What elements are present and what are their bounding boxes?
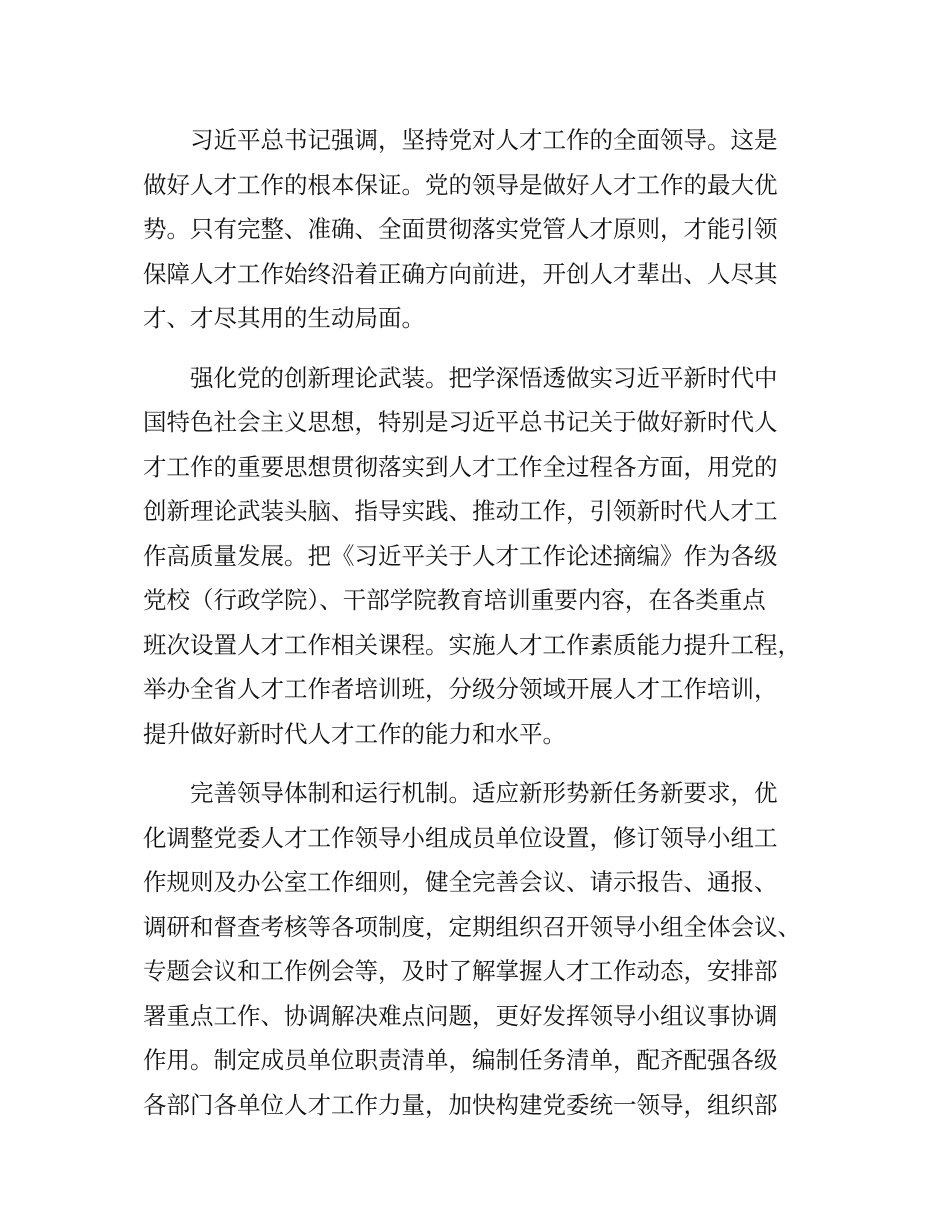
text-line: 班次设置人才工作相关课程。实施人才工作素质能力提升工程， <box>143 630 801 659</box>
text-line: 举办全省人才工作者培训班，分级分领域开展人才工作培训， <box>143 675 778 703</box>
paragraph-1 <box>143 118 843 341</box>
paragraph-2 <box>143 356 843 757</box>
document-body <box>143 118 843 1142</box>
text-line: 作用。制定成员单位职责清单，编制任务清单，配齐配强各级 <box>143 1046 778 1074</box>
text-line: 保障人才工作始终沿着正确方向前进，开创人才辈出、人尽其 <box>143 259 778 288</box>
text-line: 作规则及办公室工作细则，健全完善会议、请示报告、通报、 <box>143 868 778 896</box>
text-line: 各部门各单位人才工作力量，加快构建党委统一领导，组织部 <box>143 1090 778 1119</box>
text-line: 调研和督查考核等各项制度，定期组织召开领导小组全体会议、 <box>143 912 801 941</box>
text-line: 作高质量发展。把《习近平关于人才工作论述摘编》作为各级 <box>143 541 778 570</box>
text-line: 习近平总书记强调，坚持党对人才工作的全面领导。这是 <box>190 126 778 154</box>
text-line: 国特色社会主义思想，特别是习近平总书记关于做好新时代人 <box>143 408 778 436</box>
text-line: 署重点工作、协调解决难点问题，更好发挥领导小组议事协调 <box>143 1001 778 1030</box>
text-line: 专题会议和工作例会等，及时了解掌握人才工作动态，安排部 <box>143 957 778 985</box>
text-line: 做好人才工作的根本保证。党的领导是做好人才工作的最大优 <box>143 170 778 199</box>
text-line: 完善领导体制和运行机制。适应新形势新任务新要求，优 <box>190 779 778 807</box>
text-line: 化调整党委人才工作领导小组成员单位设置，修订领导小组工 <box>143 823 778 852</box>
text-line: 强化党的创新理论武装。把学深悟透做实习近平新时代中 <box>190 363 778 392</box>
paragraph-3 <box>143 771 843 1127</box>
text-line: 才工作的重要思想贯彻落实到人才工作全过程各方面，用党的 <box>143 452 778 481</box>
text-line: 党校（行政学院）、干部学院教育培训重要内容，在各类重点 <box>143 586 766 614</box>
text-line: 创新理论武装头脑、指导实践、推动工作，引领新时代人才工 <box>143 497 778 525</box>
text-line: 才、才尽其用的生动局面。 <box>143 304 425 332</box>
text-line: 提升做好新时代人才工作的能力和水平。 <box>143 719 566 748</box>
text-line: 势。只有完整、准确、全面贯彻落实党管人才原则，才能引领 <box>143 215 778 243</box>
